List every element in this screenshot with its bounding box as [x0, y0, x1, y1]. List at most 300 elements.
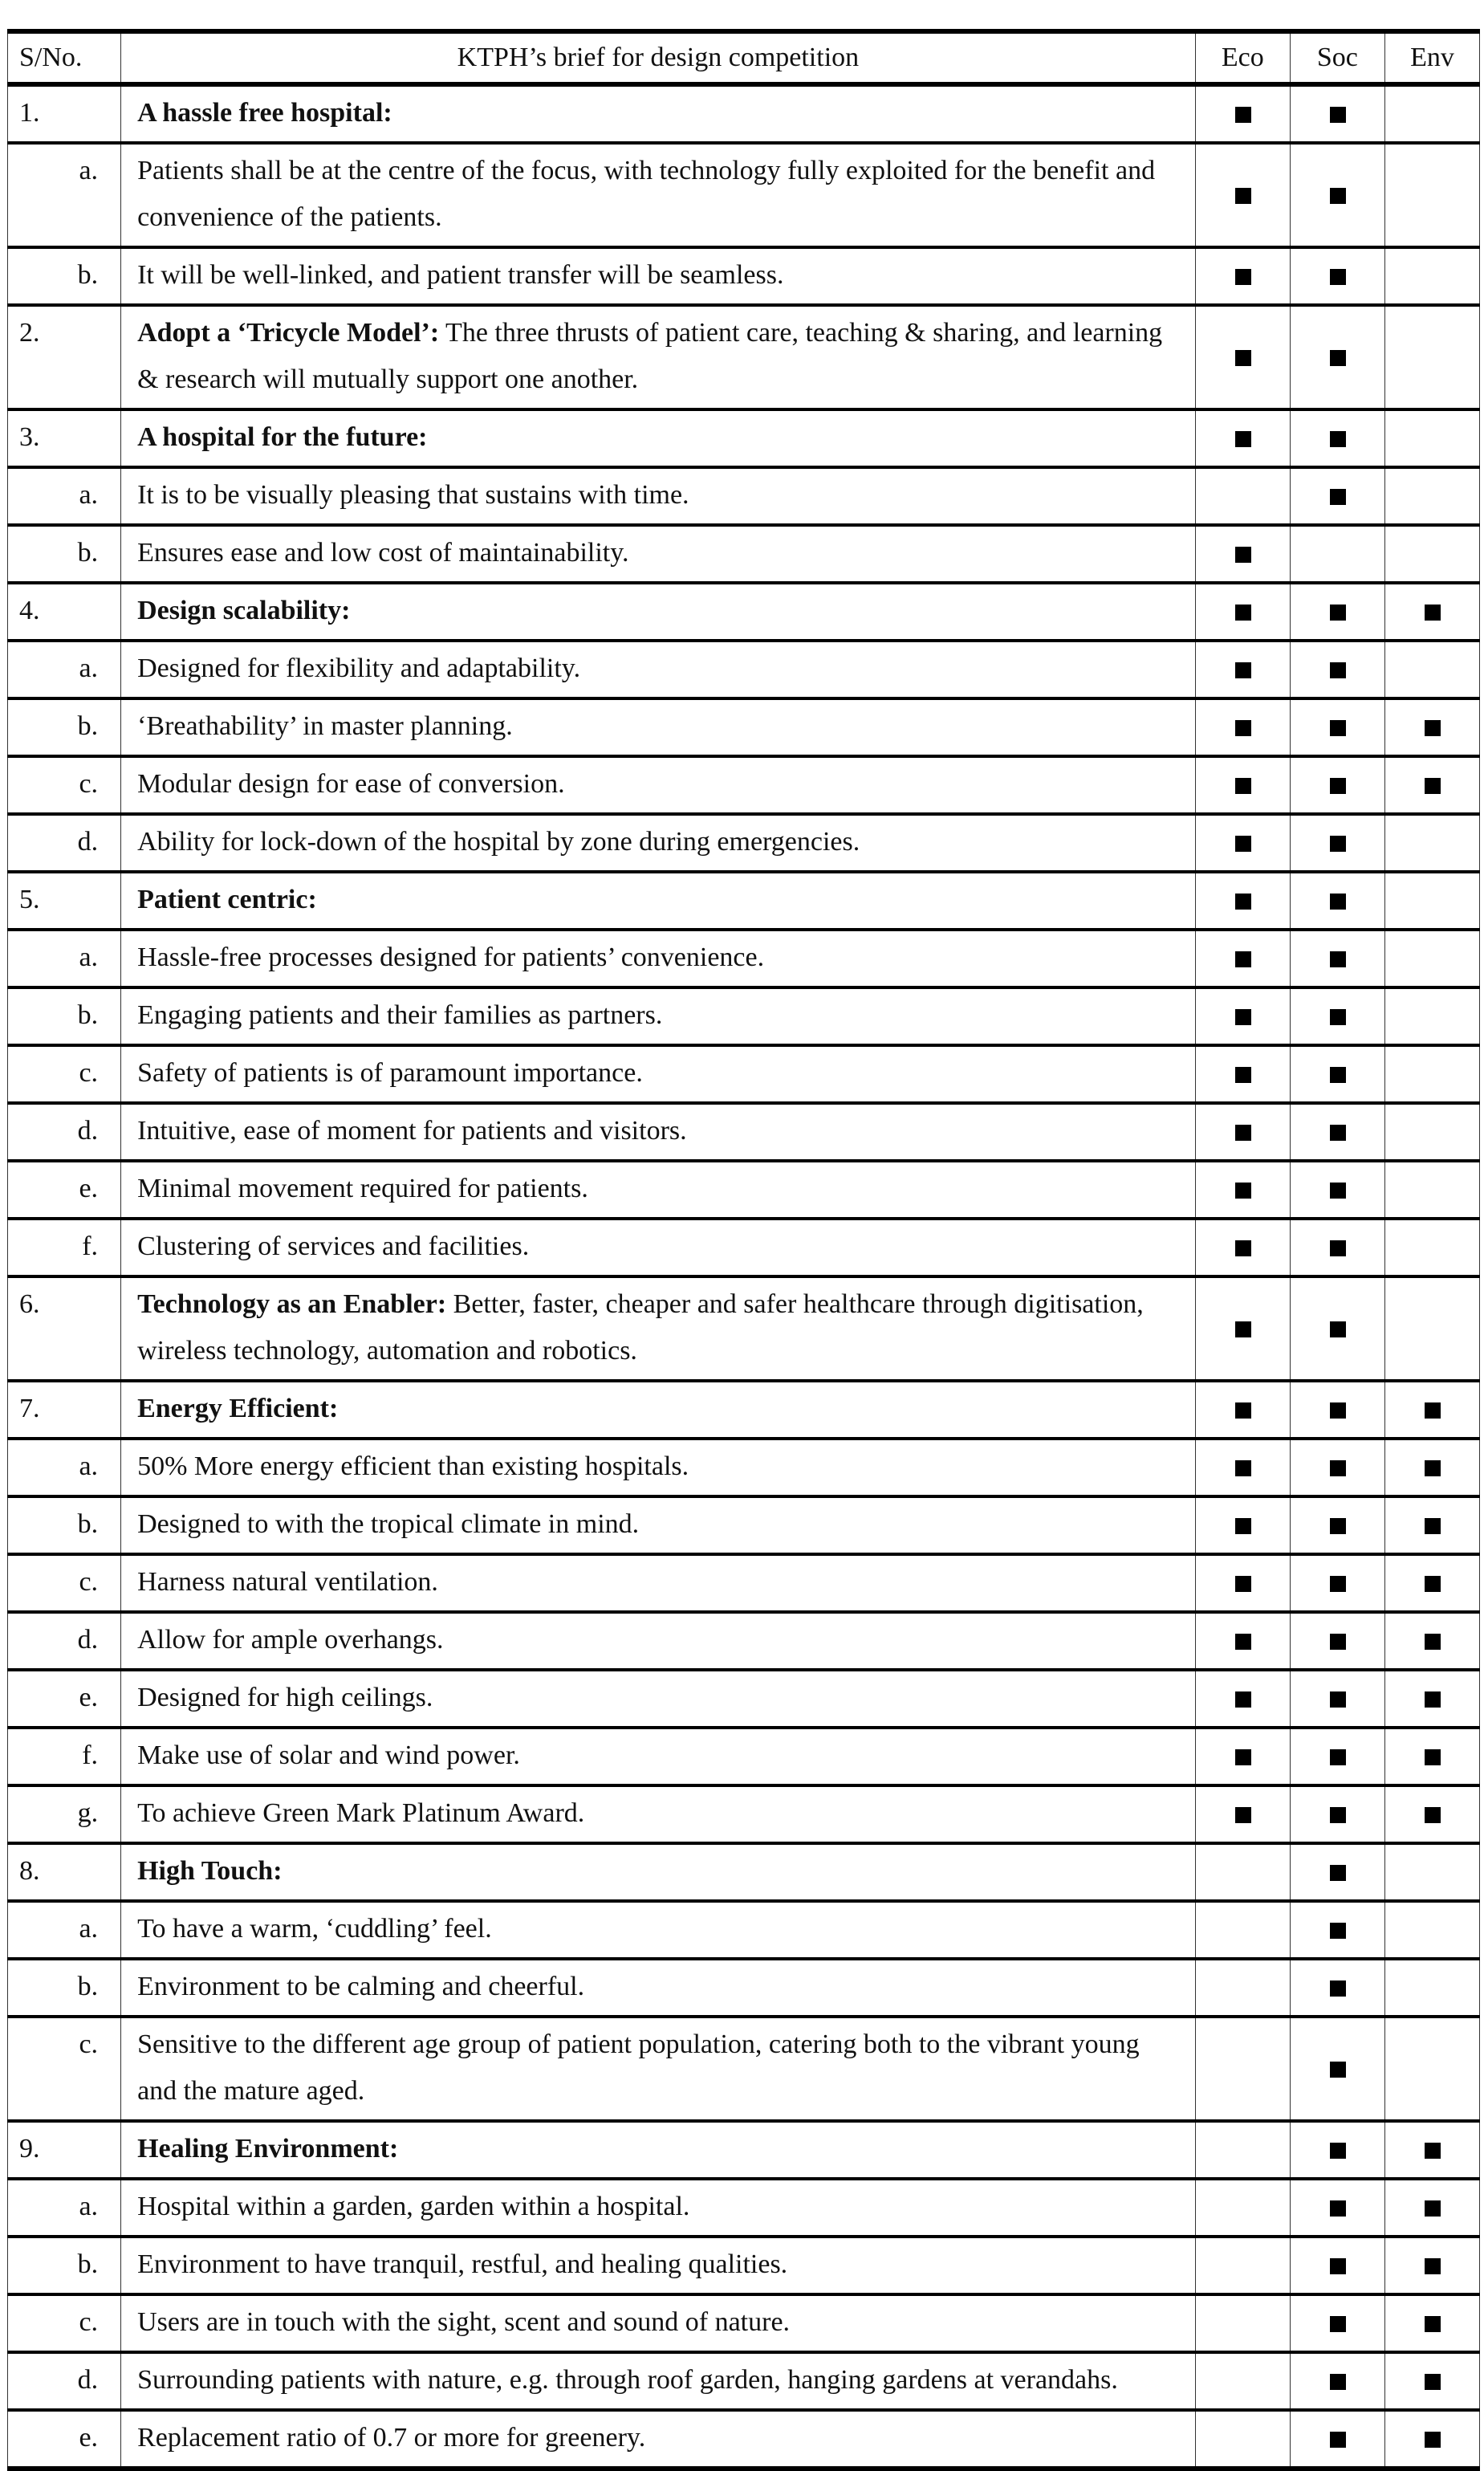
- filled-square-icon: [1425, 2374, 1441, 2390]
- row-number: 1.: [8, 84, 121, 143]
- cell-soc: [1290, 2017, 1384, 2121]
- brief-item: [121, 698, 1196, 756]
- brief-item: [121, 987, 1196, 1045]
- cell-env: [1384, 1901, 1479, 1959]
- filled-square-icon: [1425, 605, 1441, 621]
- row-number: d.: [8, 2352, 121, 2410]
- table-row: [8, 1496, 1480, 1554]
- table-row: [8, 2179, 1480, 2237]
- item-text: It will be well-linked, and patient transfer will be seamless.: [137, 260, 784, 290]
- cell-soc: [1290, 756, 1384, 814]
- row-number: b.: [8, 525, 121, 583]
- cell-env: [1384, 1219, 1479, 1276]
- filled-square-icon: [1425, 778, 1441, 794]
- filled-square-icon: [1330, 1402, 1346, 1419]
- cell-eco: [1195, 814, 1290, 872]
- filled-square-icon: [1330, 2374, 1346, 2390]
- cell-eco: [1195, 1670, 1290, 1728]
- cell-env: [1384, 1959, 1479, 2017]
- cell-env: [1384, 1670, 1479, 1728]
- row-number: e.: [8, 1670, 121, 1728]
- filled-square-icon: [1235, 1321, 1251, 1337]
- cell-env: [1384, 583, 1479, 641]
- filled-square-icon: [1330, 1518, 1346, 1534]
- row-number: b.: [8, 1959, 121, 2017]
- cell-env: [1384, 2017, 1479, 2121]
- filled-square-icon: [1330, 1980, 1346, 1997]
- brief-item: [121, 84, 1196, 143]
- table-row: [8, 1843, 1480, 1901]
- item-text: Harness natural ventilation.: [137, 1567, 438, 1597]
- filled-square-icon: [1330, 1183, 1346, 1199]
- filled-square-icon: [1425, 2432, 1441, 2448]
- cell-eco: [1195, 1612, 1290, 1670]
- filled-square-icon: [1330, 431, 1346, 447]
- brief-item: [121, 1381, 1196, 1439]
- row-number: b.: [8, 2237, 121, 2294]
- item-text: Make use of solar and wind power.: [137, 1740, 520, 1770]
- item-text: The three thrusts of patient care, teaching & sharing, and learning & research will mutually support one another.: [137, 318, 1163, 394]
- cell-env: [1384, 987, 1479, 1045]
- brief-item: [121, 1045, 1196, 1103]
- cell-eco: [1195, 930, 1290, 987]
- brief-item: [121, 525, 1196, 583]
- table-row: [8, 641, 1480, 698]
- cell-env: [1384, 84, 1479, 143]
- table-row: [8, 1670, 1480, 1728]
- item-text: To achieve Green Mark Platinum Award.: [137, 1798, 585, 1828]
- cell-env: [1384, 525, 1479, 583]
- filled-square-icon: [1235, 431, 1251, 447]
- item-text: Designed to with the tropical climate in mind.: [137, 1509, 640, 1539]
- cell-env: [1384, 1381, 1479, 1439]
- row-number: a.: [8, 143, 121, 247]
- row-number: a.: [8, 2179, 121, 2237]
- item-heading: Energy Efficient:: [137, 1394, 339, 1423]
- item-text: Designed for high ceilings.: [137, 1683, 433, 1712]
- cell-eco: [1195, 1843, 1290, 1901]
- filled-square-icon: [1330, 1923, 1346, 1939]
- filled-square-icon: [1425, 1576, 1441, 1592]
- cell-env: [1384, 1554, 1479, 1612]
- cell-eco: [1195, 2121, 1290, 2179]
- item-heading: Technology as an Enabler:: [137, 1289, 447, 1319]
- table-row: [8, 2121, 1480, 2179]
- table-row: [8, 1219, 1480, 1276]
- filled-square-icon: [1330, 107, 1346, 123]
- row-number: c.: [8, 1554, 121, 1612]
- filled-square-icon: [1330, 269, 1346, 285]
- cell-env: [1384, 814, 1479, 872]
- item-text: Designed for flexibility and adaptability.: [137, 653, 581, 683]
- cell-eco: [1195, 583, 1290, 641]
- brief-item: [121, 2352, 1196, 2410]
- cell-soc: [1290, 1496, 1384, 1554]
- cell-soc: [1290, 2294, 1384, 2352]
- brief-item: [121, 2294, 1196, 2352]
- cell-env: [1384, 698, 1479, 756]
- filled-square-icon: [1330, 1460, 1346, 1476]
- cell-soc: [1290, 2410, 1384, 2469]
- item-heading: Healing Environment:: [137, 2134, 399, 2164]
- filled-square-icon: [1330, 2200, 1346, 2217]
- brief-item: [121, 2121, 1196, 2179]
- cell-eco: [1195, 2410, 1290, 2469]
- filled-square-icon: [1425, 1634, 1441, 1650]
- item-text: Hospital within a garden, garden within a hospital.: [137, 2192, 690, 2221]
- item-heading: Patient centric:: [137, 885, 317, 914]
- filled-square-icon: [1330, 1009, 1346, 1025]
- row-number: f.: [8, 1728, 121, 1785]
- filled-square-icon: [1330, 1576, 1346, 1592]
- item-text: Surrounding patients with nature, e.g. through roof garden, hanging gardens at verandahs.: [137, 2365, 1118, 2395]
- filled-square-icon: [1330, 1634, 1346, 1650]
- cell-soc: [1290, 1045, 1384, 1103]
- filled-square-icon: [1425, 1749, 1441, 1765]
- table-row: [8, 1554, 1480, 1612]
- filled-square-icon: [1425, 1807, 1441, 1823]
- brief-item: [121, 1276, 1196, 1381]
- filled-square-icon: [1330, 1691, 1346, 1708]
- filled-square-icon: [1330, 2316, 1346, 2332]
- filled-square-icon: [1235, 1009, 1251, 1025]
- cell-env: [1384, 2179, 1479, 2237]
- table-row: [8, 143, 1480, 247]
- row-number: c.: [8, 756, 121, 814]
- brief-item: [121, 1728, 1196, 1785]
- row-number: a.: [8, 641, 121, 698]
- cell-soc: [1290, 987, 1384, 1045]
- cell-env: [1384, 930, 1479, 987]
- filled-square-icon: [1235, 1402, 1251, 1419]
- table-row: [8, 930, 1480, 987]
- item-text: Environment to have tranquil, restful, and healing qualities.: [137, 2249, 788, 2279]
- row-number: 5.: [8, 872, 121, 930]
- table-row: [8, 1276, 1480, 1381]
- cell-eco: [1195, 1785, 1290, 1843]
- table-row: [8, 2237, 1480, 2294]
- filled-square-icon: [1235, 1240, 1251, 1256]
- cell-env: [1384, 1496, 1479, 1554]
- filled-square-icon: [1235, 1576, 1251, 1592]
- cell-eco: [1195, 1959, 1290, 2017]
- row-number: g.: [8, 1785, 121, 1843]
- item-text: Modular design for ease of conversion.: [137, 769, 565, 799]
- row-number: b.: [8, 1496, 121, 1554]
- brief-item: [121, 1843, 1196, 1901]
- cell-env: [1384, 641, 1479, 698]
- filled-square-icon: [1235, 720, 1251, 736]
- brief-item: [121, 1161, 1196, 1219]
- brief-item: [121, 2179, 1196, 2237]
- cell-env: [1384, 2121, 1479, 2179]
- row-number: 7.: [8, 1381, 121, 1439]
- cell-eco: [1195, 305, 1290, 409]
- brief-item: [121, 1439, 1196, 1496]
- filled-square-icon: [1235, 894, 1251, 910]
- filled-square-icon: [1330, 605, 1346, 621]
- table-row: [8, 1612, 1480, 1670]
- row-number: c.: [8, 1045, 121, 1103]
- filled-square-icon: [1330, 662, 1346, 678]
- table-header: [8, 31, 1480, 84]
- cell-eco: [1195, 1045, 1290, 1103]
- cell-eco: [1195, 1901, 1290, 1959]
- cell-env: [1384, 756, 1479, 814]
- row-number: e.: [8, 2410, 121, 2469]
- cell-soc: [1290, 84, 1384, 143]
- filled-square-icon: [1235, 188, 1251, 204]
- item-text: Users are in touch with the sight, scent and sound of nature.: [137, 2307, 791, 2337]
- cell-soc: [1290, 1959, 1384, 2017]
- table-body: [8, 84, 1480, 2469]
- cell-soc: [1290, 1843, 1384, 1901]
- table-row: [8, 2352, 1480, 2410]
- cell-env: [1384, 1161, 1479, 1219]
- cell-soc: [1290, 143, 1384, 247]
- filled-square-icon: [1235, 269, 1251, 285]
- brief-item: [121, 305, 1196, 409]
- table-row: [8, 987, 1480, 1045]
- cell-soc: [1290, 872, 1384, 930]
- cell-env: [1384, 305, 1479, 409]
- row-number: 4.: [8, 583, 121, 641]
- item-text: Minimal movement required for patients.: [137, 1174, 588, 1203]
- row-number: 3.: [8, 409, 121, 467]
- brief-item: [121, 2410, 1196, 2469]
- cell-eco: [1195, 756, 1290, 814]
- cell-soc: [1290, 1612, 1384, 1670]
- filled-square-icon: [1330, 2432, 1346, 2448]
- filled-square-icon: [1235, 1125, 1251, 1141]
- item-text: Ensures ease and low cost of maintainability.: [137, 538, 629, 568]
- filled-square-icon: [1425, 1460, 1441, 1476]
- row-number: b.: [8, 698, 121, 756]
- brief-item: [121, 1554, 1196, 1612]
- item-text: ‘Breathability’ in master planning.: [137, 711, 513, 741]
- cell-env: [1384, 1843, 1479, 1901]
- filled-square-icon: [1330, 1865, 1346, 1881]
- cell-soc: [1290, 2237, 1384, 2294]
- cell-soc: [1290, 1554, 1384, 1612]
- cell-soc: [1290, 1103, 1384, 1161]
- item-text: Allow for ample overhangs.: [137, 1625, 444, 1655]
- table-row: [8, 247, 1480, 305]
- cell-eco: [1195, 987, 1290, 1045]
- cell-env: [1384, 2294, 1479, 2352]
- column-header-env: Env: [1384, 31, 1479, 84]
- cell-soc: [1290, 525, 1384, 583]
- item-text: Better, faster, cheaper and safer healthcare through digitisation, wireless technology, automation and robotics.: [137, 1289, 1144, 1366]
- item-text: Intuitive, ease of moment for patients and visitors.: [137, 1116, 687, 1146]
- table-row: [8, 1045, 1480, 1103]
- cell-env: [1384, 1103, 1479, 1161]
- filled-square-icon: [1235, 662, 1251, 678]
- brief-item: [121, 1901, 1196, 1959]
- cell-soc: [1290, 247, 1384, 305]
- filled-square-icon: [1235, 350, 1251, 366]
- brief-item: [121, 247, 1196, 305]
- cell-eco: [1195, 1728, 1290, 1785]
- table-row: [8, 814, 1480, 872]
- brief-item: [121, 1219, 1196, 1276]
- table-row: [8, 409, 1480, 467]
- table-row: [8, 2017, 1480, 2121]
- cell-env: [1384, 1785, 1479, 1843]
- table-row: [8, 467, 1480, 525]
- filled-square-icon: [1330, 720, 1346, 736]
- row-number: a.: [8, 1901, 121, 1959]
- cell-soc: [1290, 814, 1384, 872]
- filled-square-icon: [1330, 1807, 1346, 1823]
- row-number: a.: [8, 467, 121, 525]
- cell-eco: [1195, 1276, 1290, 1381]
- cell-env: [1384, 1612, 1479, 1670]
- filled-square-icon: [1330, 1321, 1346, 1337]
- table-row: [8, 1728, 1480, 1785]
- cell-soc: [1290, 1901, 1384, 1959]
- item-text: It is to be visually pleasing that sustains with time.: [137, 480, 689, 510]
- filled-square-icon: [1330, 2143, 1346, 2159]
- cell-eco: [1195, 247, 1290, 305]
- item-heading: Design scalability:: [137, 596, 351, 625]
- filled-square-icon: [1425, 2258, 1441, 2274]
- cell-eco: [1195, 143, 1290, 247]
- filled-square-icon: [1235, 605, 1251, 621]
- filled-square-icon: [1330, 1067, 1346, 1083]
- cell-eco: [1195, 2294, 1290, 2352]
- filled-square-icon: [1235, 836, 1251, 852]
- cell-soc: [1290, 2121, 1384, 2179]
- brief-item: [121, 930, 1196, 987]
- filled-square-icon: [1235, 1807, 1251, 1823]
- table-row: [8, 2294, 1480, 2352]
- brief-item: [121, 1959, 1196, 2017]
- cell-eco: [1195, 525, 1290, 583]
- filled-square-icon: [1235, 107, 1251, 123]
- table-row: [8, 1103, 1480, 1161]
- cell-eco: [1195, 872, 1290, 930]
- cropped-caption-remnant: [0, 0, 1484, 24]
- filled-square-icon: [1235, 1067, 1251, 1083]
- cell-eco: [1195, 698, 1290, 756]
- cell-env: [1384, 2352, 1479, 2410]
- row-number: a.: [8, 1439, 121, 1496]
- table-row: [8, 1439, 1480, 1496]
- cell-eco: [1195, 1554, 1290, 1612]
- filled-square-icon: [1425, 2316, 1441, 2332]
- item-heading: Adopt a ‘Tricycle Model’:: [137, 318, 440, 348]
- cell-env: [1384, 1276, 1479, 1381]
- filled-square-icon: [1330, 894, 1346, 910]
- table-row: [8, 84, 1480, 143]
- cell-eco: [1195, 2352, 1290, 2410]
- filled-square-icon: [1330, 350, 1346, 366]
- row-number: 8.: [8, 1843, 121, 1901]
- brief-item: [121, 872, 1196, 930]
- cell-env: [1384, 1045, 1479, 1103]
- cell-soc: [1290, 1439, 1384, 1496]
- brief-item: [121, 756, 1196, 814]
- cell-soc: [1290, 641, 1384, 698]
- filled-square-icon: [1425, 1691, 1441, 1708]
- filled-square-icon: [1330, 2258, 1346, 2274]
- cell-env: [1384, 247, 1479, 305]
- brief-item: [121, 409, 1196, 467]
- item-text: To have a warm, ‘cuddling’ feel.: [137, 1914, 492, 1944]
- row-number: c.: [8, 2294, 121, 2352]
- item-text: Hassle-free processes designed for patients’ convenience.: [137, 942, 765, 972]
- item-text: Safety of patients is of paramount importance.: [137, 1058, 643, 1088]
- row-number: b.: [8, 247, 121, 305]
- design-brief-table: [7, 29, 1480, 2471]
- cell-eco: [1195, 1496, 1290, 1554]
- cell-env: [1384, 1439, 1479, 1496]
- cell-soc: [1290, 1276, 1384, 1381]
- table-row: [8, 583, 1480, 641]
- cell-env: [1384, 409, 1479, 467]
- filled-square-icon: [1330, 778, 1346, 794]
- filled-square-icon: [1235, 1183, 1251, 1199]
- table-row: [8, 1959, 1480, 2017]
- item-heading: High Touch:: [137, 1856, 283, 1886]
- cell-soc: [1290, 467, 1384, 525]
- row-number: d.: [8, 1103, 121, 1161]
- brief-item: [121, 814, 1196, 872]
- row-number: a.: [8, 930, 121, 987]
- column-header-soc: Soc: [1290, 31, 1384, 84]
- row-number: 6.: [8, 1276, 121, 1381]
- brief-item: [121, 1496, 1196, 1554]
- item-text: Environment to be calming and cheerful.: [137, 1972, 585, 2001]
- table-row: [8, 872, 1480, 930]
- cell-eco: [1195, 1219, 1290, 1276]
- filled-square-icon: [1330, 1125, 1346, 1141]
- brief-item: [121, 2017, 1196, 2121]
- cell-env: [1384, 872, 1479, 930]
- brief-item: [121, 1670, 1196, 1728]
- filled-square-icon: [1425, 2143, 1441, 2159]
- item-heading: A hospital for the future:: [137, 422, 428, 452]
- table-row: [8, 698, 1480, 756]
- table-row: [8, 305, 1480, 409]
- item-text: Ability for lock-down of the hospital by zone during emergencies.: [137, 827, 860, 857]
- row-number: b.: [8, 987, 121, 1045]
- brief-item: [121, 641, 1196, 698]
- cell-soc: [1290, 305, 1384, 409]
- cell-soc: [1290, 1785, 1384, 1843]
- filled-square-icon: [1235, 951, 1251, 967]
- filled-square-icon: [1235, 1460, 1251, 1476]
- cell-eco: [1195, 1103, 1290, 1161]
- cell-eco: [1195, 1161, 1290, 1219]
- cell-soc: [1290, 583, 1384, 641]
- row-number: e.: [8, 1161, 121, 1219]
- cell-soc: [1290, 1670, 1384, 1728]
- cell-env: [1384, 143, 1479, 247]
- cell-eco: [1195, 1381, 1290, 1439]
- filled-square-icon: [1330, 2062, 1346, 2078]
- row-number: c.: [8, 2017, 121, 2121]
- table-row: [8, 2410, 1480, 2469]
- cell-eco: [1195, 409, 1290, 467]
- table-row: [8, 1161, 1480, 1219]
- cell-env: [1384, 467, 1479, 525]
- cell-eco: [1195, 2017, 1290, 2121]
- item-text: Sensitive to the different age group of patient population, catering both to the vibrant young and the mature aged.: [137, 2029, 1140, 2106]
- row-number: d.: [8, 1612, 121, 1670]
- item-heading: A hassle free hospital:: [137, 98, 392, 128]
